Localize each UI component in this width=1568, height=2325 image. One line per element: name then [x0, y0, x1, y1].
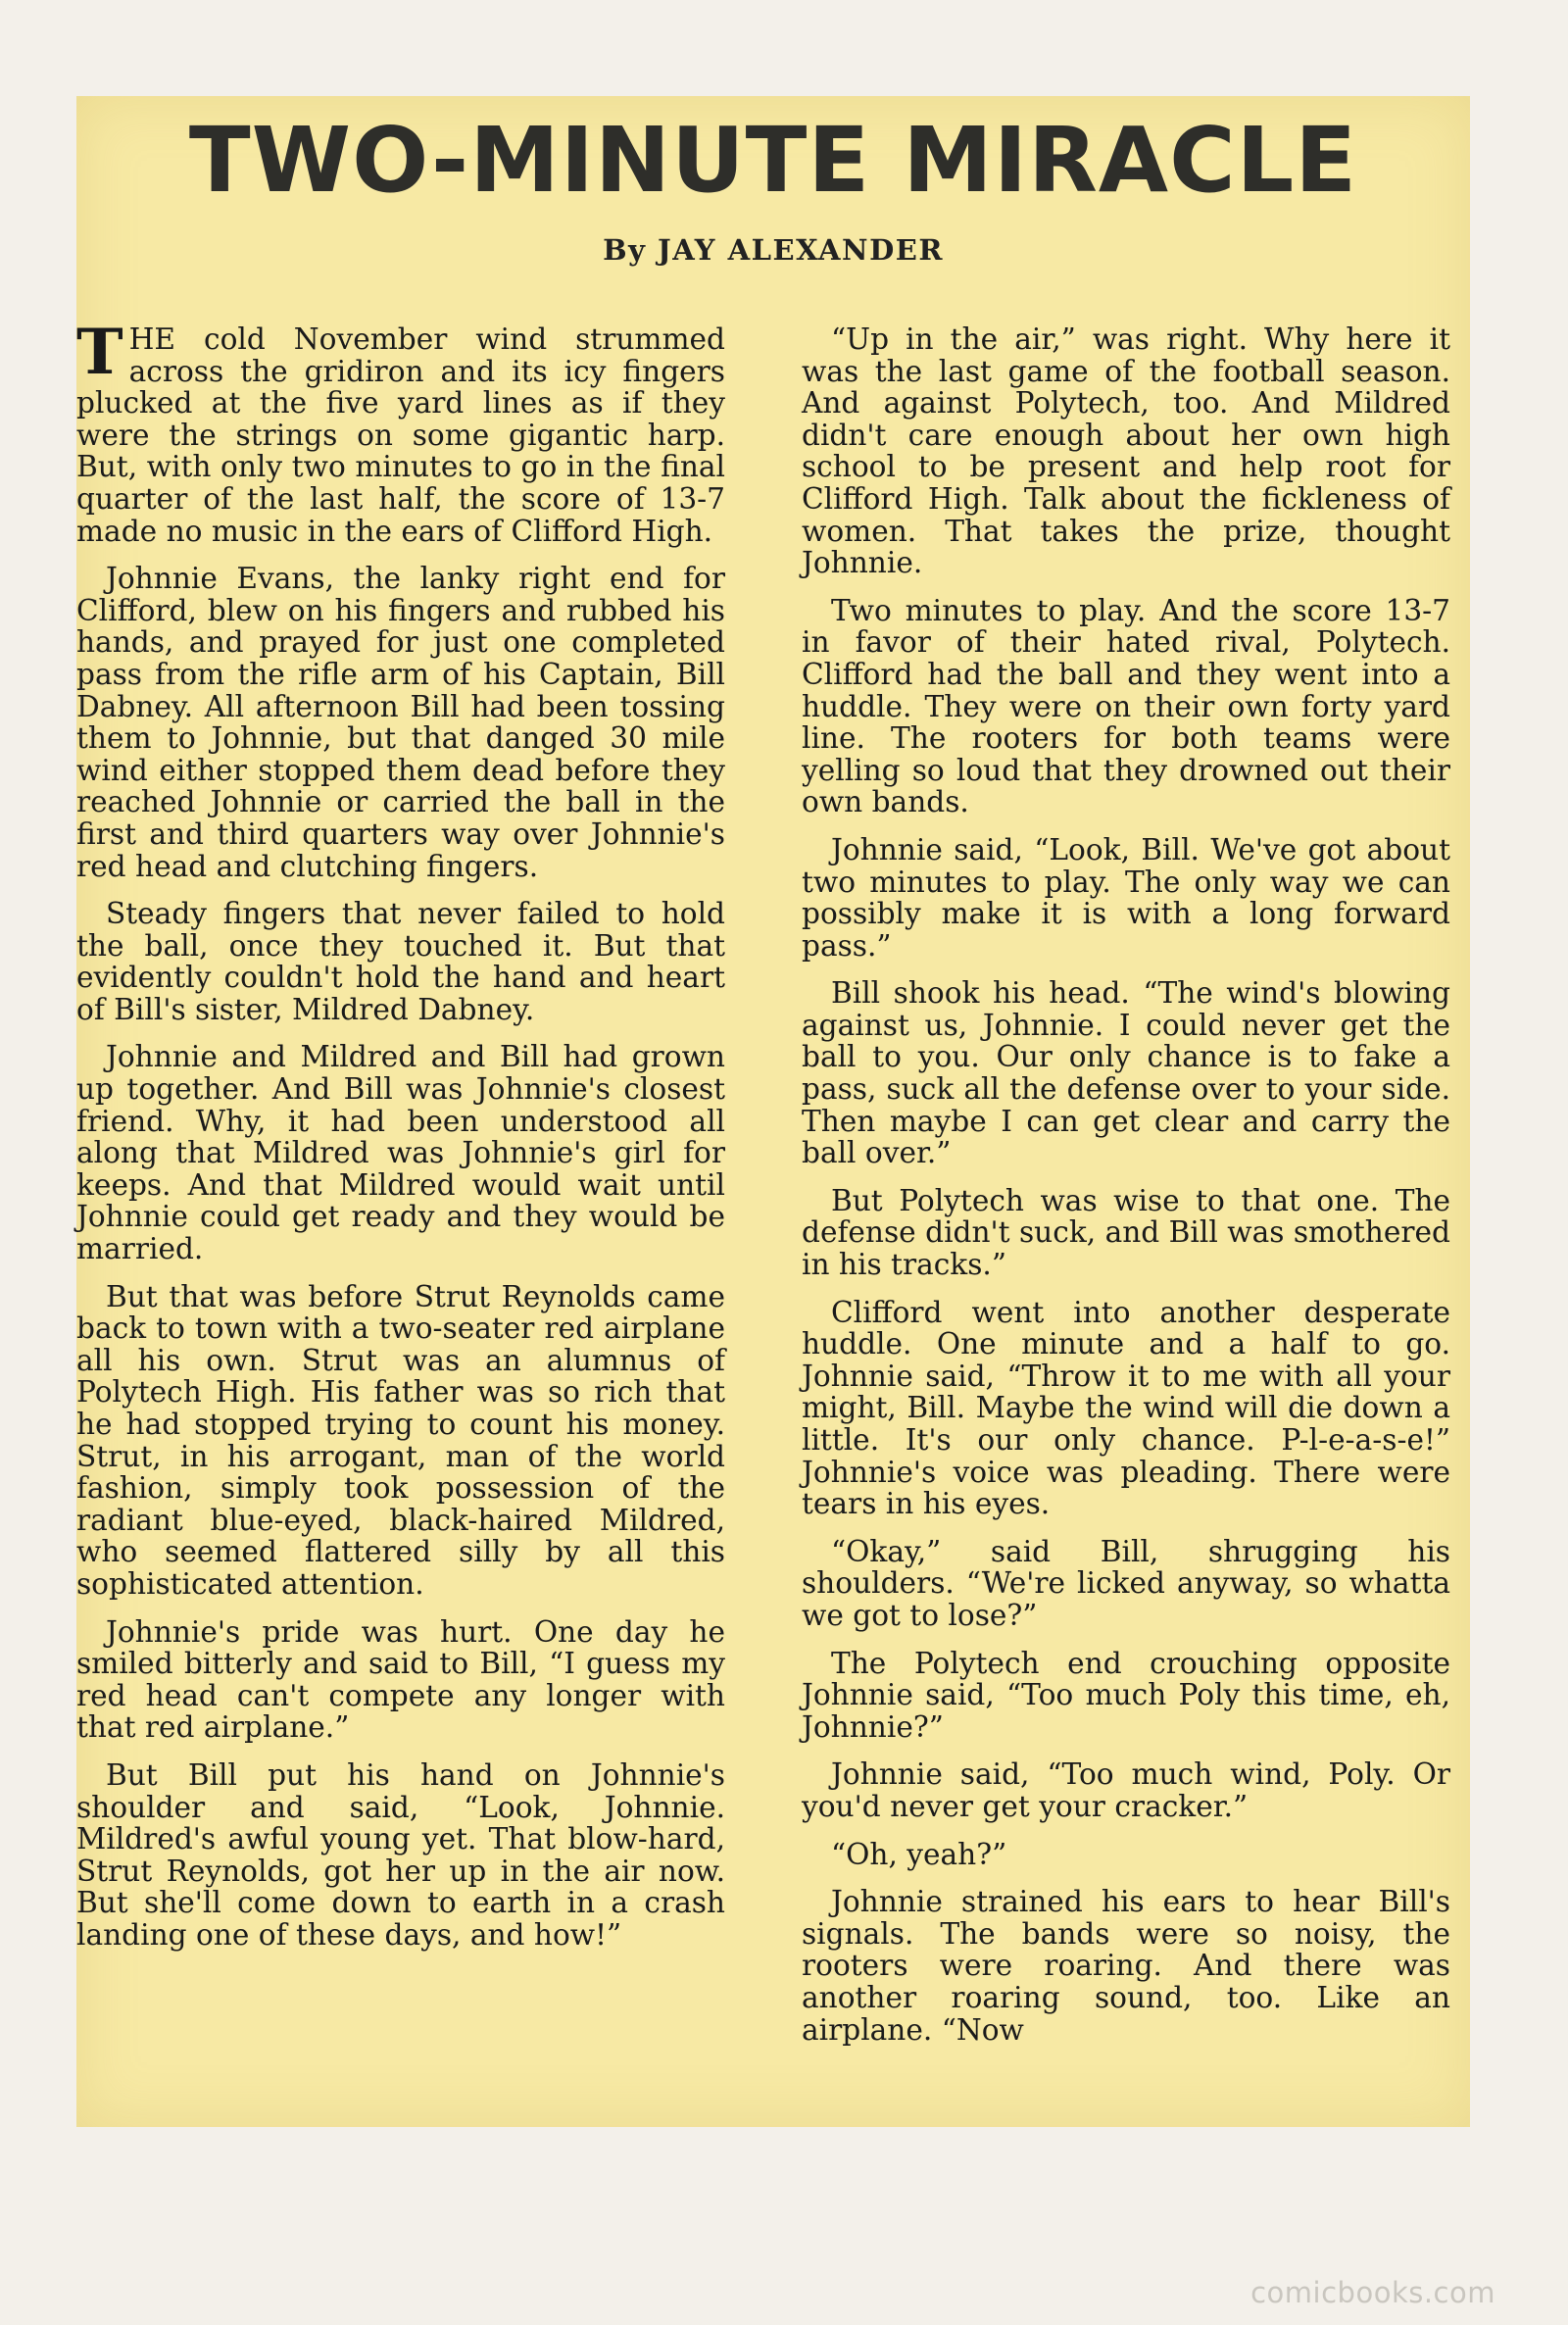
- paragraph: “Oh, yeah?”: [831, 1837, 1007, 1871]
- paragraph: Clifford went into another desperate huddle. One minute and a half to go. Johnnie said, “Throw it to me with all your might, Bill. Maybe the wind will die down a little. It's our only chance. P-l-e-a-s-e!” Johnnie's voice was pleading. There were tears in his eyes.: [802, 1295, 1450, 1521]
- paragraph: Two minutes to play. And the score 13-7 in favor of their hated rival, Polytech. Clifford had the ball and they went into a huddle. They were on their own forty yard line. The rooters for both teams were yelling so loud that they drowned out their own bands.: [802, 593, 1450, 819]
- paragraph: “Up in the air,” was right. Why here it was the last game of the football season. And against Polytech, too. And Mildred didn't care enough about her own high school to be present and help root for Clifford High. Talk about the fickleness of women. That takes the prize, thought Johnnie.: [802, 322, 1450, 580]
- paragraph: Johnnie said, “Too much wind, Poly. Or you'd never get your cracker.”: [802, 1757, 1450, 1823]
- paragraph: Johnnie said, “Look, Bill. We've got about two minutes to play. The only way we can possibly make it is with a long forward pass.”: [802, 832, 1450, 963]
- paragraph: Bill shook his head. “The wind's blowing against us, Johnnie. I could never get the ball to you. Our only chance is to fake a pass, suck all the defense over to your side. Then maybe I can get clear and carry the ball over.”: [802, 976, 1450, 1170]
- paragraph: But that was before Strut Reynolds came back to town with a two-seater red airplane all his own. Strut was an alumnus of Polytech High. His father was so rich that he had stopped trying to count his money. Strut, in his arrogant, man of the world fashion, simply took possession of the radiant blue-eyed, black-haired Mildred, who seemed flattered silly by all this sophisticated attention.: [76, 1279, 725, 1601]
- left-column: [76, 316, 725, 1967]
- paragraph-text: HE cold November wind strummed across the gridiron and its icy fingers plucked at the five yard lines as if they were the strings on some gigantic harp. But, with only two minutes to go in the final quarter of the last half, the score of 13-7 made no music in the ears of Clifford High.: [76, 322, 725, 548]
- paragraph: “Okay,” said Bill, shrugging his shoulders. “We're licked anyway, so whatta we got to lose?”: [802, 1534, 1450, 1632]
- byline: By JAY ALEXANDER: [603, 233, 944, 267]
- story-title: TWO-MINUTE MIRACLE: [188, 108, 1358, 213]
- paragraph: But Bill put his hand on Johnnie's shoulder and said, “Look, Johnnie. Mildred's awful young yet. That blow-hard, Strut Reynolds, got her up in the air now. But she'll come down to earth in a crash landing one of these days, and how!”: [76, 1757, 725, 1952]
- paragraph: [76, 316, 725, 548]
- story-panel: [76, 96, 1470, 2127]
- paragraph: But Polytech was wise to that one. The defense didn't suck, and Bill was smothered in his tracks.”: [802, 1183, 1450, 1282]
- watermark: comicbooks.com: [1250, 2276, 1495, 2309]
- drop-cap: T: [76, 316, 123, 389]
- paragraph: Johnnie and Mildred and Bill had grown up together. And Bill was Johnnie's closest friend. Why, it had been understood all along that Mildred was Johnnie's girl for keeps. And that Mildred would wait until Johnnie could get ready and they would be married.: [76, 1040, 725, 1266]
- paragraph: Johnnie Evans, the lanky right end for Clifford, blew on his fingers and rubbed his hands, and prayed for just one completed pass from the rifle arm of his Captain, Bill Dabney. All afternoon Bill had been tossing them to Johnnie, but that danged 30 mile wind either stopped them dead before they reached Johnnie or carried the ball in the first and third quarters way over Johnnie's red head and clutching fingers.: [76, 562, 725, 883]
- paragraph: The Polytech end crouching opposite Johnnie said, “Too much Poly this time, eh, Johnnie?”: [802, 1646, 1450, 1744]
- paragraph: Johnnie's pride was hurt. One day he smiled bitterly and said to Bill, “I guess my red head can't compete any longer with that red airplane.”: [76, 1614, 725, 1745]
- right-column: [802, 323, 1450, 2061]
- paragraph: Steady fingers that never failed to hold the ball, once they touched it. But that evidently couldn't hold the hand and heart of Bill's sister, Mildred Dabney.: [76, 897, 725, 1026]
- paragraph: Johnnie strained his ears to hear Bill's signals. The bands were so noisy, the rooters were roaring. And there was another roaring sound, too. Like an airplane. “Now: [802, 1885, 1450, 2047]
